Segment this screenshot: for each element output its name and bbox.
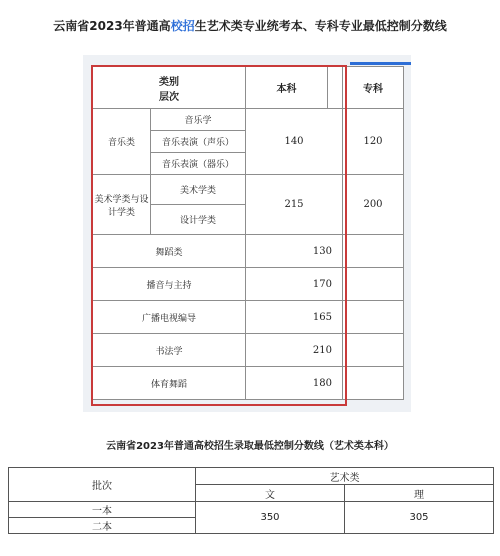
art-group-cell: 美术学类与设计学类 <box>93 175 151 235</box>
batch-cell: 二本 <box>9 518 196 534</box>
table-header-row <box>93 67 404 109</box>
score-cell: 130 <box>246 235 343 268</box>
score-cell: 210 <box>246 334 343 367</box>
title-text-part: 生艺术类专业统考本、专科专业最低控制分数线 <box>194 19 447 33</box>
table-header-row <box>9 468 494 485</box>
music-benke-score: 140 <box>246 109 343 175</box>
table-row <box>93 109 404 131</box>
category-label: 类别 <box>159 76 179 88</box>
score-cell: 170 <box>246 268 343 301</box>
score-table-undergraduate <box>8 467 494 534</box>
empty-cell <box>343 367 404 400</box>
empty-cell <box>343 268 404 301</box>
art-sub-cell: 设计学类 <box>151 205 246 235</box>
category-name-cell: 广播电视编导 <box>93 301 246 334</box>
music-sub-cell: 音乐学 <box>151 109 246 131</box>
category-name-cell: 体育舞蹈 <box>93 367 246 400</box>
table-row <box>93 175 404 205</box>
empty-cell <box>343 334 404 367</box>
li-header: 理 <box>345 485 494 502</box>
benke-header: 本科 <box>246 67 328 109</box>
wen-score: 350 <box>196 502 345 534</box>
music-group-cell: 音乐类 <box>93 109 151 175</box>
table-row <box>93 235 404 268</box>
score-table-vocational <box>92 66 404 400</box>
page-title <box>0 17 500 34</box>
art-benke-score: 215 <box>246 175 343 235</box>
empty-cell <box>343 235 404 268</box>
table-row <box>93 367 404 400</box>
title-link-text[interactable]: 校招 <box>170 19 195 33</box>
batch-cell: 一本 <box>9 502 196 518</box>
music-sub-cell: 音乐表演（声乐） <box>151 131 246 153</box>
category-name-cell: 播音与主持 <box>93 268 246 301</box>
level-label: 层次 <box>159 91 179 103</box>
music-sub-cell: 音乐表演（器乐） <box>151 153 246 175</box>
zhuanke-header: 专科 <box>343 67 404 109</box>
art-sub-cell: 美术学类 <box>151 175 246 205</box>
music-zhuanke-score: 120 <box>343 109 404 175</box>
wen-header: 文 <box>196 485 345 502</box>
table-row <box>9 502 494 518</box>
category-name-cell: 舞蹈类 <box>93 235 246 268</box>
li-score: 305 <box>345 502 494 534</box>
empty-cell <box>343 301 404 334</box>
empty-header-cell <box>328 67 343 109</box>
score-cell: 180 <box>246 367 343 400</box>
table-row <box>93 268 404 301</box>
score-cell: 165 <box>246 301 343 334</box>
section-title: 云南省2023年普通高校招生录取最低控制分数线（艺术类本科） <box>106 441 394 452</box>
art-zhuanke-score: 200 <box>343 175 404 235</box>
category-name-cell: 书法学 <box>93 334 246 367</box>
batch-header: 批次 <box>9 468 196 502</box>
table-row <box>93 334 404 367</box>
art-group-header: 艺术类 <box>196 468 494 485</box>
title-text-part: 云南省2023年普通高 <box>53 19 171 33</box>
table-row <box>93 301 404 334</box>
blue-accent-line <box>350 62 411 65</box>
category-level-header <box>93 67 246 109</box>
